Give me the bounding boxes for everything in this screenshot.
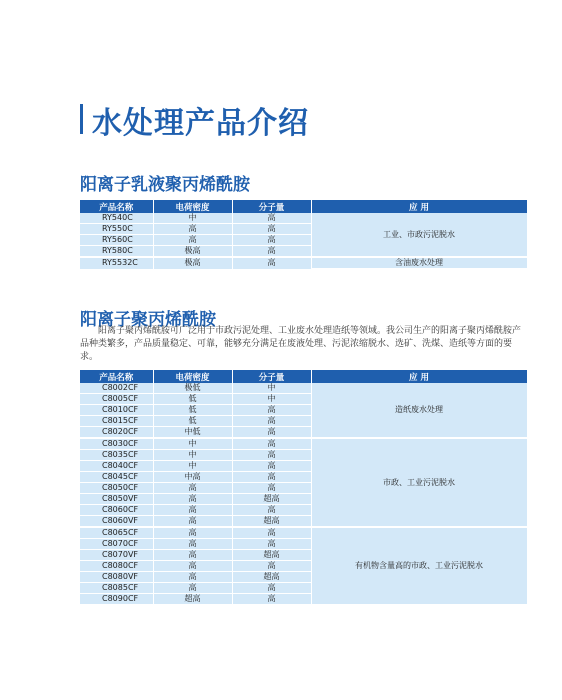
- charge-density: 高: [153, 505, 232, 516]
- charge-density: 高: [153, 561, 232, 572]
- charge-density: 高: [153, 527, 232, 539]
- header-product-name: 产品名称: [80, 200, 153, 213]
- charge-density: 中: [153, 450, 232, 461]
- header-application: 应 用: [311, 200, 527, 213]
- charge-density: 高: [153, 235, 232, 246]
- product-name: C8080CF: [80, 561, 153, 572]
- product-name: C8090CF: [80, 594, 153, 606]
- charge-density: 高: [153, 583, 232, 594]
- charge-density: 极高: [153, 246, 232, 258]
- charge-density: 高: [153, 572, 232, 583]
- charge-density: 中低: [153, 427, 232, 439]
- application: 含油废水处理: [311, 257, 527, 269]
- product-name: C8010CF: [80, 405, 153, 416]
- header-molecular-weight: 分子量: [232, 200, 311, 213]
- molecular-weight: 高: [232, 527, 311, 539]
- section-intro-paragraph: 阳离子聚丙烯酰胺可广泛用于市政污泥处理、工业废水处理造纸等领域。我公司生产的阳离子聚丙烯酰胺产品种类繁多，产品质量稳定、可靠，能够充分满足在废液处理、污泥浓缩脱水、选矿、洗煤、造纸等方面的要求。: [80, 326, 522, 362]
- product-name: RY560C: [80, 235, 153, 246]
- molecular-weight: 高: [232, 483, 311, 494]
- charge-density: 极高: [153, 257, 232, 269]
- molecular-weight: 高: [232, 505, 311, 516]
- product-name: C8065CF: [80, 527, 153, 539]
- molecular-weight: 高: [232, 235, 311, 246]
- product-name: C8045CF: [80, 472, 153, 483]
- product-name: C8002CF: [80, 383, 153, 394]
- molecular-weight: 中: [232, 383, 311, 394]
- product-name: C8085CF: [80, 583, 153, 594]
- charge-density: 中高: [153, 472, 232, 483]
- header-product-name: 产品名称: [80, 370, 153, 383]
- molecular-weight: 高: [232, 427, 311, 439]
- cationic-pam-table: [80, 370, 528, 606]
- application: 工业、市政污泥脱水: [311, 213, 527, 257]
- product-name: RY540C: [80, 213, 153, 224]
- product-name: RY5532C: [80, 257, 153, 269]
- table-row: [80, 438, 527, 450]
- product-name: RY580C: [80, 246, 153, 258]
- molecular-weight: 高: [232, 438, 311, 450]
- table-row: [80, 527, 527, 539]
- molecular-weight: 高: [232, 257, 311, 269]
- product-name: C8060VF: [80, 516, 153, 528]
- table-row: [80, 383, 527, 394]
- molecular-weight: 高: [232, 224, 311, 235]
- product-name: C8070CF: [80, 539, 153, 550]
- product-name: C8060CF: [80, 505, 153, 516]
- charge-density: 高: [153, 550, 232, 561]
- molecular-weight: 超高: [232, 572, 311, 583]
- table-row: [80, 213, 527, 224]
- cationic-emulsion-pam-table: [80, 200, 528, 270]
- molecular-weight: 超高: [232, 550, 311, 561]
- charge-density: 超高: [153, 594, 232, 606]
- charge-density: 高: [153, 224, 232, 235]
- molecular-weight: 高: [232, 472, 311, 483]
- molecular-weight: 高: [232, 405, 311, 416]
- molecular-weight: 超高: [232, 516, 311, 528]
- charge-density: 中: [153, 213, 232, 224]
- molecular-weight: 高: [232, 461, 311, 472]
- molecular-weight: 高: [232, 594, 311, 606]
- product-name: C8050VF: [80, 494, 153, 505]
- charge-density: 中: [153, 461, 232, 472]
- charge-density: 低: [153, 416, 232, 427]
- table-row: [80, 257, 527, 269]
- page-title: 水处理产品介绍: [92, 106, 309, 141]
- section-title-cationic-emulsion-pam: 阳离子乳液聚丙烯酰胺: [80, 175, 250, 195]
- product-name: C8005CF: [80, 394, 153, 405]
- product-name: C8080VF: [80, 572, 153, 583]
- application: 市政、工业污泥脱水: [311, 438, 527, 527]
- application: 有机物含量高的市政、工业污泥脱水: [311, 527, 527, 605]
- charge-density: 低: [153, 405, 232, 416]
- product-name: C8020CF: [80, 427, 153, 439]
- section-title-cationic-pam: 阳离子聚丙烯酰胺: [80, 310, 216, 330]
- product-name: C8015CF: [80, 416, 153, 427]
- application: 造纸废水处理: [311, 383, 527, 438]
- header-molecular-weight: 分子量: [232, 370, 311, 383]
- molecular-weight: 中: [232, 394, 311, 405]
- title-accent-bar: [80, 104, 83, 134]
- molecular-weight: 高: [232, 561, 311, 572]
- molecular-weight: 高: [232, 450, 311, 461]
- molecular-weight: 高: [232, 213, 311, 224]
- product-name: C8040CF: [80, 461, 153, 472]
- charge-density: 高: [153, 483, 232, 494]
- charge-density: 极低: [153, 383, 232, 394]
- product-name: C8035CF: [80, 450, 153, 461]
- charge-density: 高: [153, 516, 232, 528]
- charge-density: 高: [153, 539, 232, 550]
- molecular-weight: 高: [232, 246, 311, 258]
- header-application: 应 用: [311, 370, 527, 383]
- header-charge-density: 电荷密度: [153, 200, 232, 213]
- table-header-row: [80, 370, 527, 383]
- molecular-weight: 超高: [232, 494, 311, 505]
- molecular-weight: 高: [232, 416, 311, 427]
- product-name: C8070VF: [80, 550, 153, 561]
- product-name: RY550C: [80, 224, 153, 235]
- molecular-weight: 高: [232, 539, 311, 550]
- charge-density: 高: [153, 494, 232, 505]
- charge-density: 中: [153, 438, 232, 450]
- table-header-row: [80, 200, 527, 213]
- charge-density: 低: [153, 394, 232, 405]
- molecular-weight: 高: [232, 583, 311, 594]
- product-name: C8050CF: [80, 483, 153, 494]
- header-charge-density: 电荷密度: [153, 370, 232, 383]
- product-name: C8030CF: [80, 438, 153, 450]
